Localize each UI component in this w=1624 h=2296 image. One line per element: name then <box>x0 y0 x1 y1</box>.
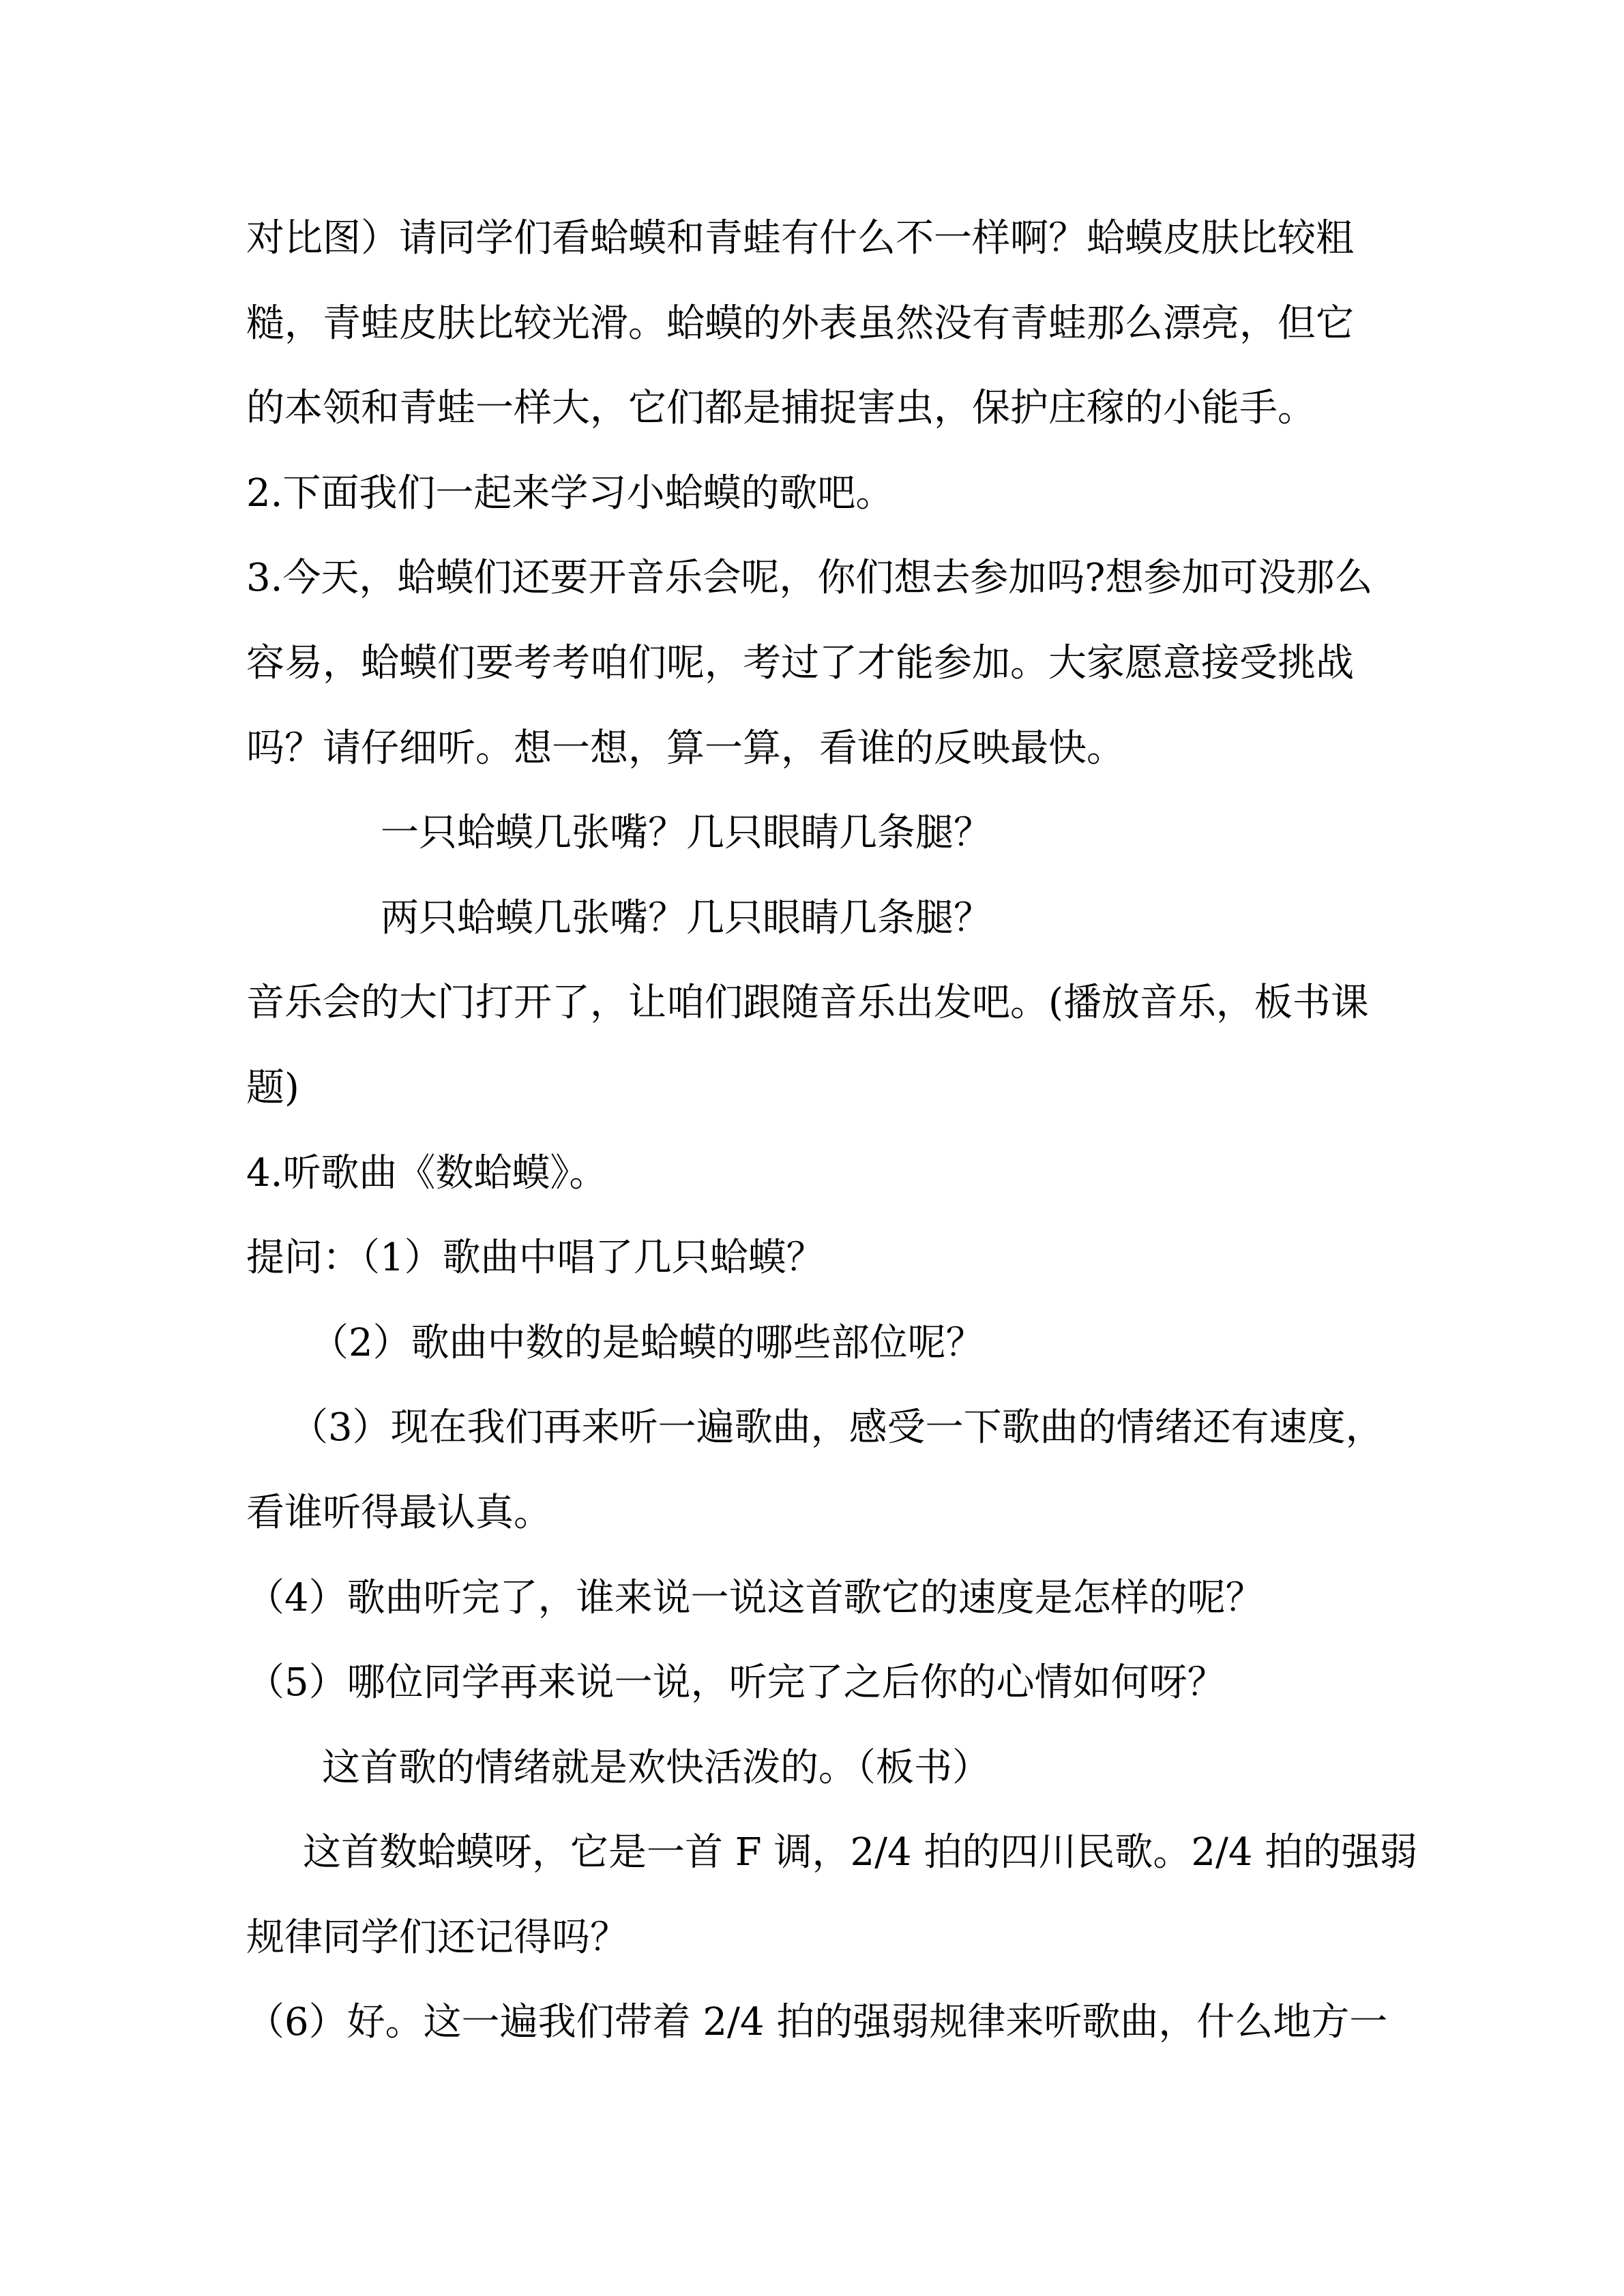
text-line: 3.今天，蛤蟆们还要开音乐会呢，你们想去参加吗?想参加可没那么 <box>246 556 1373 601</box>
text-line: 对比图）请同学们看蛤蟆和青蛙有什么不一样啊？蛤蟆皮肤比较粗 <box>246 216 1354 260</box>
text-line: 这首歌的情绪就是欢快活泼的。（板书） <box>322 1745 990 1790</box>
text-line: 题) <box>246 1065 299 1110</box>
text-line: 音乐会的大门打开了，让咱们跟随音乐出发吧。(播放音乐，板书课 <box>246 981 1369 1026</box>
text-line: （3）现在我们再来听一遍歌曲，感受一下歌曲的情绪还有速度， <box>290 1405 1384 1450</box>
text-line: 看谁听得最认真。 <box>246 1490 552 1535</box>
text-line: 吗？请仔细听。想一想，算一算，看谁的反映最快。 <box>246 726 1125 771</box>
text-line: （4）歌曲听完了，谁来说一说这首歌它的速度是怎样的呢？ <box>246 1575 1264 1620</box>
question-line: 两只蛤蟆几张嘴？几只眼睛几条腿？ <box>381 895 992 940</box>
text-line: （5）哪位同学再来说一说，听完了之后你的心情如何呀？ <box>246 1660 1226 1705</box>
text-line: 规律同学们还记得吗？ <box>246 1915 628 1960</box>
text-line: 这首数蛤蟆呀，它是一首 F 调，2/4 拍的四川民歌。2/4 拍的强弱 <box>303 1830 1418 1875</box>
text-line: 的本领和青蛙一样大，它们都是捕捉害虫，保护庄稼的小能手。 <box>246 386 1316 431</box>
text-line: 容易，蛤蟆们要考考咱们呢，考过了才能参加。大家愿意接受挑战 <box>246 640 1354 685</box>
text-line: 提问：（1）歌曲中唱了几只蛤蟆？ <box>246 1236 825 1281</box>
question-line: 一只蛤蟆几张嘴？几只眼睛几条腿？ <box>381 811 992 856</box>
text-line: 糙，青蛙皮肤比较光滑。蛤蟆的外表虽然没有青蛙那么漂亮，但它 <box>246 301 1354 346</box>
text-line: （2）歌曲中数的是蛤蟆的哪些部位呢？ <box>310 1320 984 1365</box>
text-line: 4.听歌曲《数蛤蟆》。 <box>246 1150 608 1195</box>
document-body <box>0 196 1624 2066</box>
text-line: （6）好。这一遍我们带着 2/4 拍的强弱规律来听歌曲，什么地方一 <box>246 2000 1388 2045</box>
text-line: 2.下面我们一起来学习小蛤蟆的歌吧。 <box>246 471 894 516</box>
